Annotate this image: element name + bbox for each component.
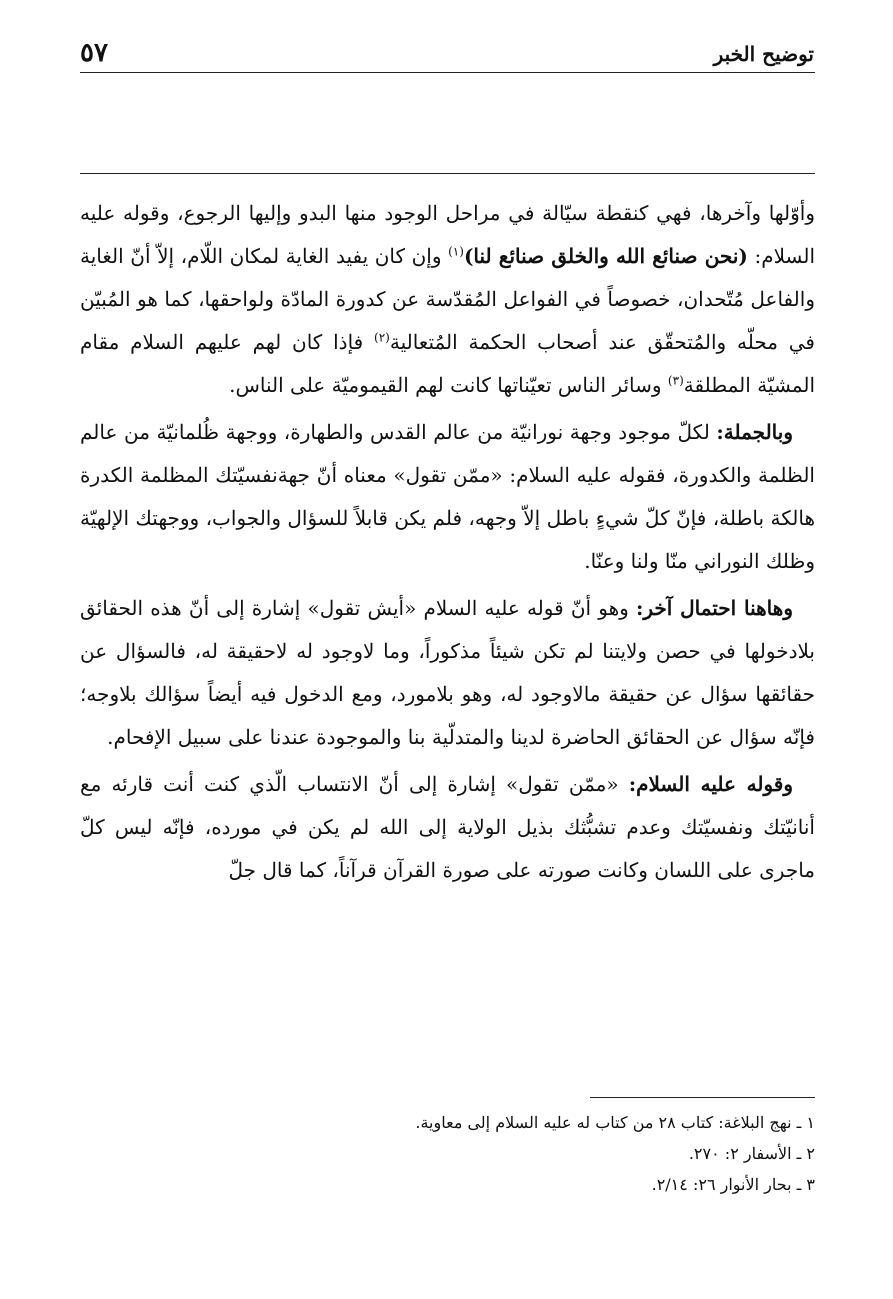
running-header [80, 36, 814, 72]
paragraph-1 [80, 192, 815, 407]
footnote-ref-1: (١) [448, 244, 464, 259]
footnotes [80, 1107, 815, 1200]
footnote-divider [590, 1097, 815, 1098]
page-number: ٥٧ [80, 38, 108, 68]
body-top-divider [80, 173, 815, 174]
footnote-1: ١ ـ نهج البلاغة: كتاب ٢٨ من كتاب له عليه السلام إلى معاوية. [415, 1113, 815, 1132]
paragraph-2 [80, 411, 815, 583]
p3-lead: وهاهنا احتمال آخر: [635, 596, 793, 620]
p1-text-b: وإن كان يفيد الغاية لمكان اللّام، إلاّ أنّ الغاية والفاعل مُتّحدان، خصوصاً في الفواعل المُقدّسة عن كدورة المادّة ولواحقها، كما هو المُبيّن في محلّه والمُتحقّق عند أصحاب الحكمة المُتعالية [80, 244, 815, 354]
paragraph-3 [80, 587, 815, 759]
p3-text: وهو أنّ قوله عليه السلام «أيش تقول» إشارة إلى أنّ هذه الحقائق بلادخولها في حصن ولايتنا لم تكن شيئاً مذكوراً، وما لاوجود له لاحقيقة له، فالسؤال عن حقائقها سؤال عن حقيقة مالاوجود له، وهو بلامورد، ومع الدخول فيه أيضاً سؤالك بلاوجه؛ فإنّه سؤال عن الحقائق الحاضرة لدينا والمتدلّية بنا والموجودة عندنا على سبيل الإفحام. [80, 596, 815, 749]
p2-text: لكلّ موجود وجهة نورانيّة من عالم القدس والطهارة، ووجهة ظُلمانيّة من عالم الظلمة والكدورة، فقوله عليه السلام: «ممّن تقول» معناه أنّ جهةنفسيّتك المظلمة الكدرة هالكة باطلة، فإنّ كلّ شيءٍ باطل إلاّ وجهه، فلم يكن قابلاً للسؤال والجواب، ووجهتك الإلهيّة وظلك النوراني منّا ولنا وعنّا. [80, 420, 815, 573]
p1-text-c: فإذا كان لهم عليهم السلام مقام المشيّة المطلقة [80, 330, 815, 397]
header-title: توضيح الخبر [713, 42, 814, 66]
p1-text-d: وسائر الناس تعيّناتها كانت لهم القيموميّة على الناس. [229, 373, 668, 397]
footnote-3: ٣ ـ بحار الأنوار ٢٦: ٢/١٤. [651, 1175, 815, 1194]
footnote-ref-2: (٢) [374, 330, 390, 345]
p1-text-a: وأوّلها وآخرها، فهي كنقطة سيّالة في مراحل الوجود منها البدو وإليها الرجوع، وقوله عليه السلام: [80, 201, 816, 268]
footnote-2: ٢ ـ الأسفار ٢: ٢٧٠. [688, 1144, 815, 1163]
p4-lead: وقوله عليه السلام: [628, 772, 794, 796]
p1-bold-quote: (نحن صنائع الله والخلق صنائع لنا) [463, 244, 748, 268]
main-text [80, 192, 815, 896]
footnote-ref-3: (٣) [667, 373, 684, 388]
header-divider [80, 72, 815, 73]
paragraph-4 [80, 763, 815, 892]
p4-text: «ممّن تقول» إشارة إلى أنّ الانتساب الّذي كنت أنت قارئه مع أنانيّتك ونفسيّتك وعدم تشبُّثك بذيل الولاية إلى الله لم يكن في مورده، فإنّه ليس كلّ ماجرى على اللسان وكانت صورته على صورة القرآن قرآناً، كما قال جلّ [80, 772, 815, 882]
p2-lead: وبالجملة: [716, 420, 793, 444]
